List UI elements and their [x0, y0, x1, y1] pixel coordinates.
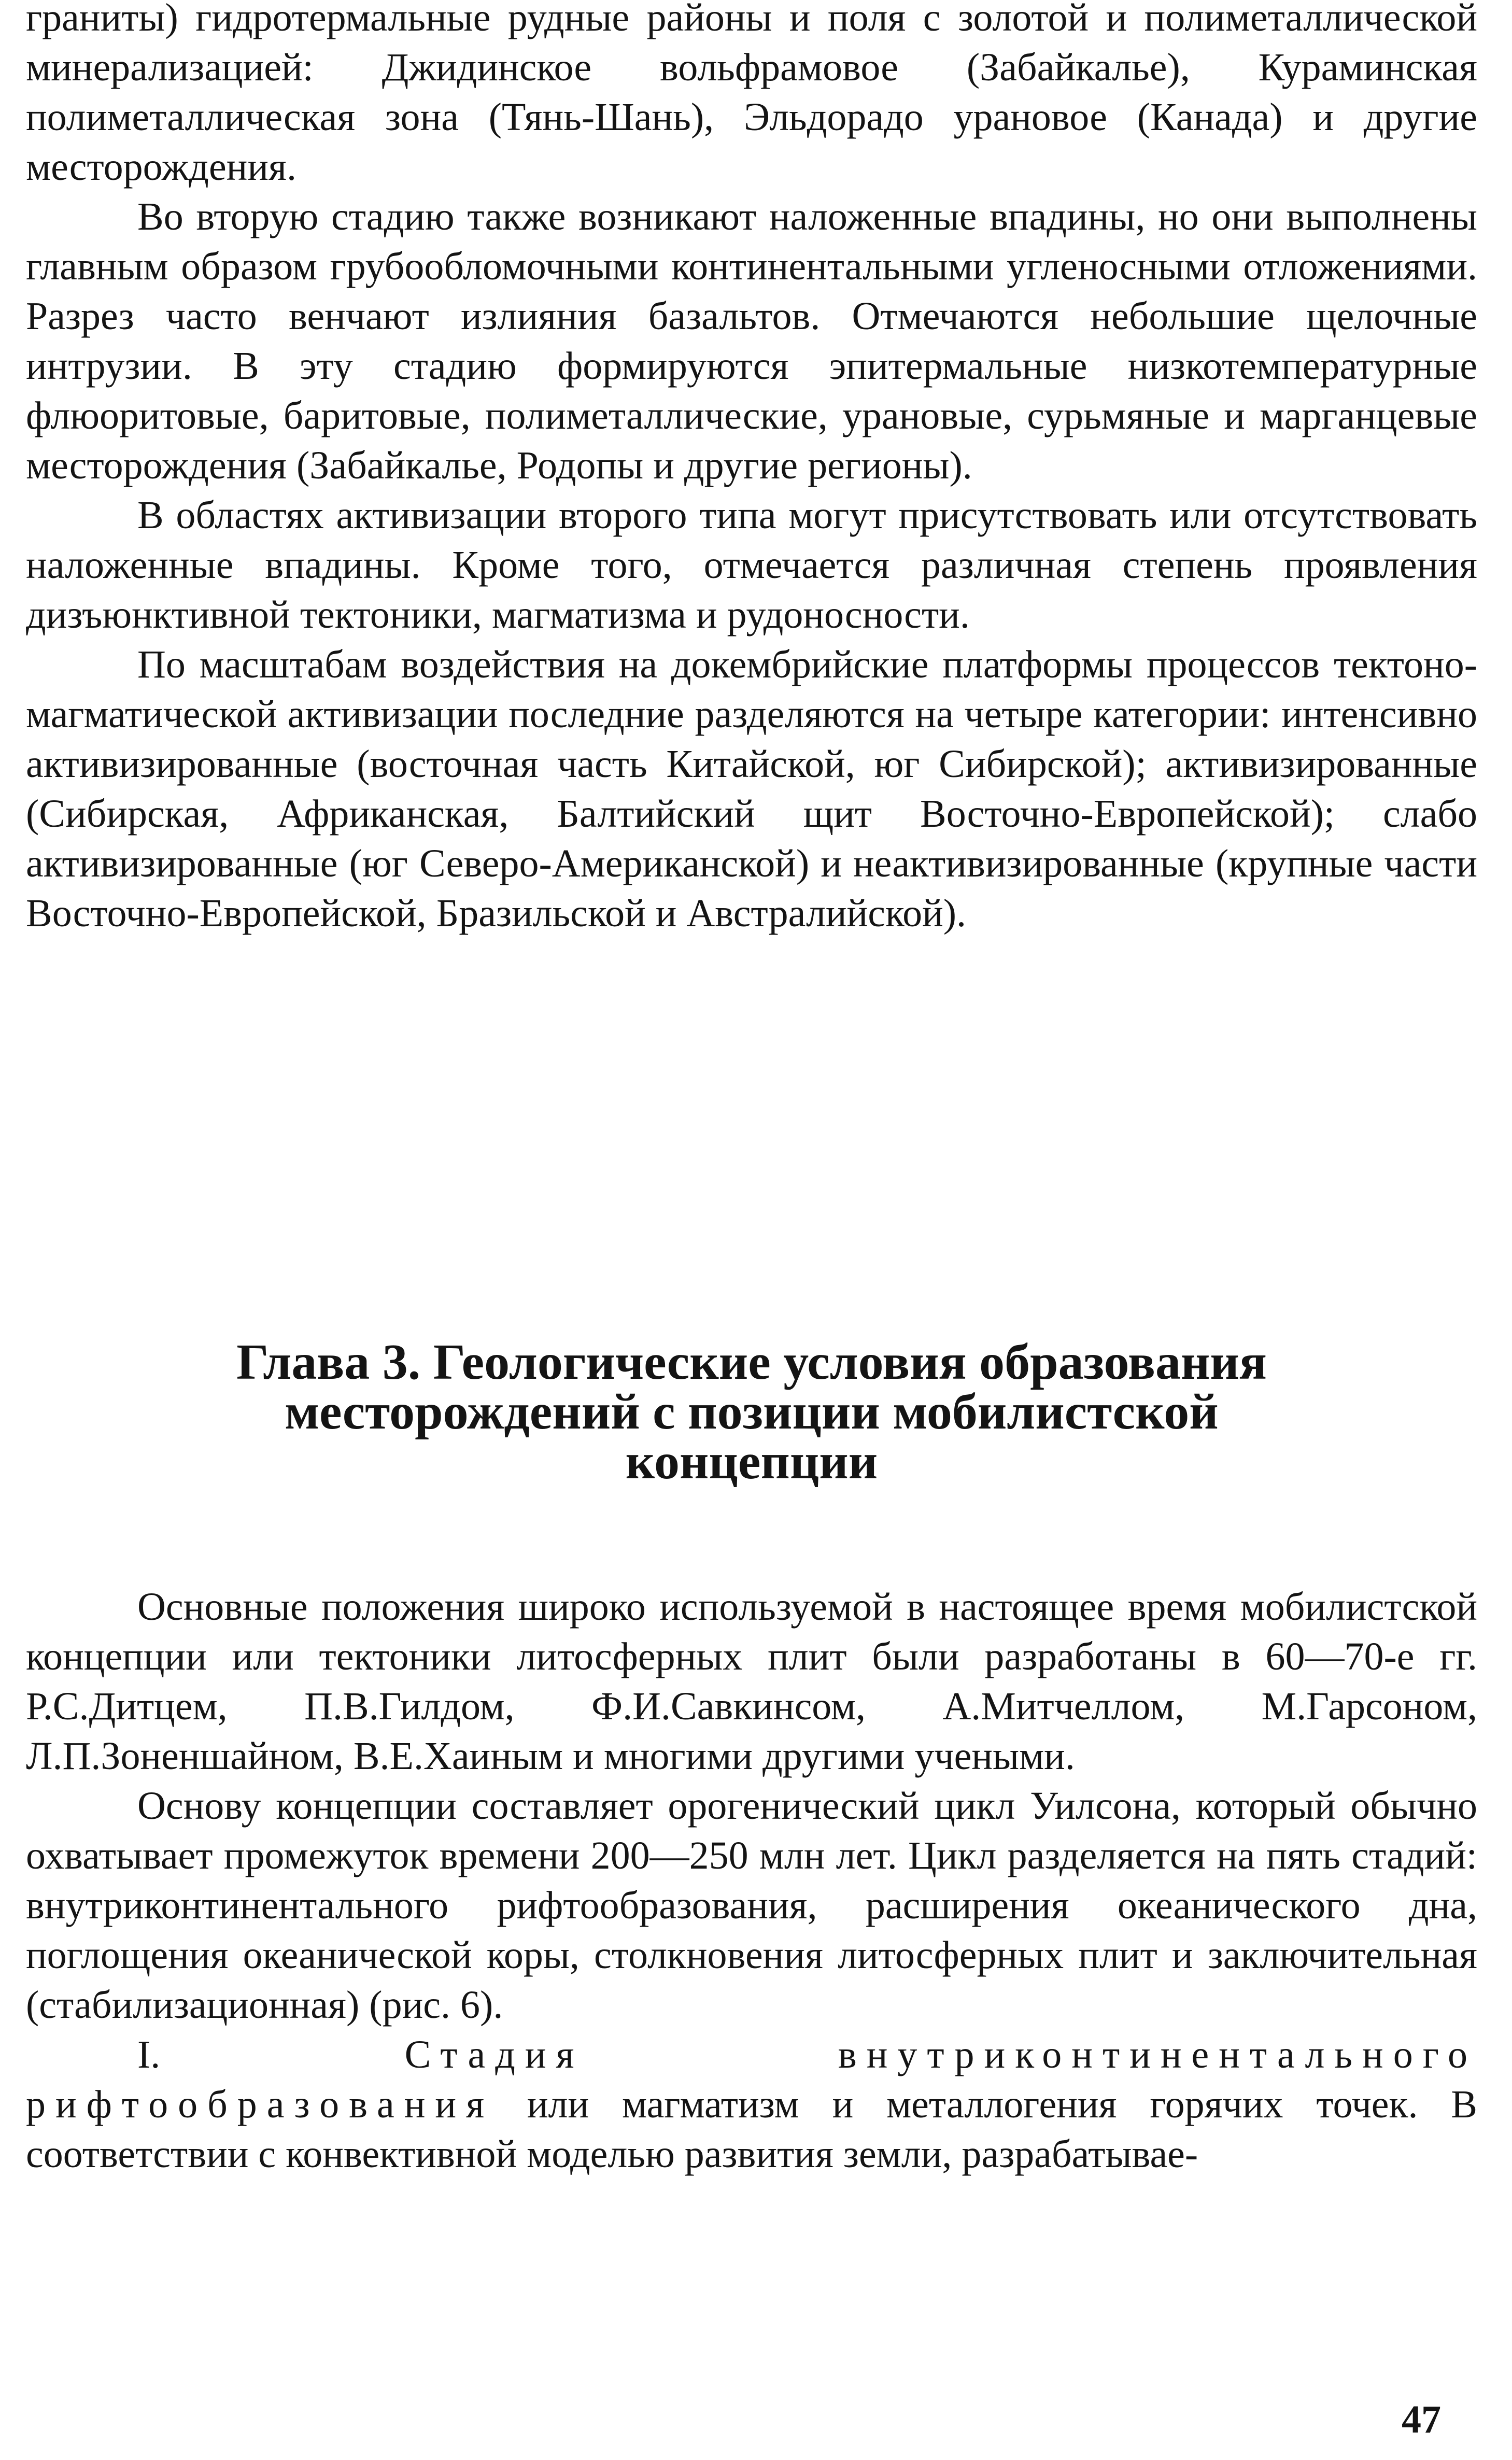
stage-number: I.: [137, 2033, 405, 2076]
paragraph-wilson-cycle: Основу концепции составляет орогенический цикл Уилсона, который обычно охватывает промежуток времени 200—250 млн лет. Цикл разделяется на пять стадий: внутриконтинентального рифтообразования, расширения океанического дна, поглощения океанической коры, столкновения литосферных плит и заключительная (стабилизационная) (рис. 6).: [26, 1784, 1477, 2027]
text-block-top: [26, 0, 1477, 938]
chapter-title-line-1: Глава 3. Геологические условия образования: [236, 1334, 1267, 1390]
paragraph-continuation: граниты) гидротермальные рудные районы и поля с золотой и полиметаллической минерализацией: Джидинское вольфрамовое (Забайкалье), Кураминская полиметаллическая зона (Тянь-Шань), Эльдорадо урановое (Канада) и другие месторождения.: [26, 0, 1477, 189]
text-block-bottom: [26, 1582, 1477, 2179]
chapter-title: [26, 1334, 1477, 1490]
chapter-title-line-3: концепции: [625, 1434, 878, 1490]
paragraph-categories: По масштабам воздействия на докембрийские платформы процессов тектоно-магматической активизации последние разделяются на четыре категории: интенсивно активизированные (восточная часть Китайской, юг Сибирской); активизированные (Сибирская, Африканская, Балтийский щит Восточно-Европейской); слабо активизированные (юг Северо-Американской) и неактивизированные (крупные части Восточно-Европейской, Бразильской и Австралийской).: [26, 643, 1477, 935]
document-page: [26, 0, 1477, 2460]
stage-description: или магматизм и металлогения горячих точек. В соответствии с конвективной моделью развития земли, разрабатывае-: [26, 2083, 1477, 2176]
paragraph-second-stage: Во вторую стадию также возникают наложенные впадины, но они выполнены главным образом грубообломочными континентальными угленосными отложениями. Разрез часто венчают излияния базальтов. Отмечаются небольшие щелочные интрузии. В эту стадию формируются эпитермальные низкотемпературные флюоритовые, баритовые, полиметаллические, урановые, сурьмяные и марганцевые месторождения (Забайкалье, Родопы и другие регионы).: [26, 195, 1477, 487]
stage-title-spaced: Стадия внутриконтинентального рифтообразования: [26, 2033, 1477, 2126]
page-number: 47: [1402, 2398, 1441, 2441]
paragraph-mobilist-concept: Основные положения широко используемой в настоящее время мобилистской концепции или тектоники литосферных плит были разработаны в 60—70-е гг. Р.С.Дитцем, П.В.Гилдом, Ф.И.Савкинсом, А.Митчеллом, М.Гарсоном, Л.П.Зоненшайном, В.Е.Хаиным и многими другими учеными.: [26, 1585, 1477, 1778]
paragraph-second-type: В областях активизации второго типа могут присутствовать или отсутствовать наложенные впадины. Кроме того, отмечается различная степень проявления дизъюнктивной тектоники, магматизма и рудоносности.: [26, 493, 1477, 637]
chapter-title-line-2: месторождений с позиции мобилистской: [285, 1384, 1219, 1440]
paragraph-stage-one: [26, 2030, 1477, 2179]
